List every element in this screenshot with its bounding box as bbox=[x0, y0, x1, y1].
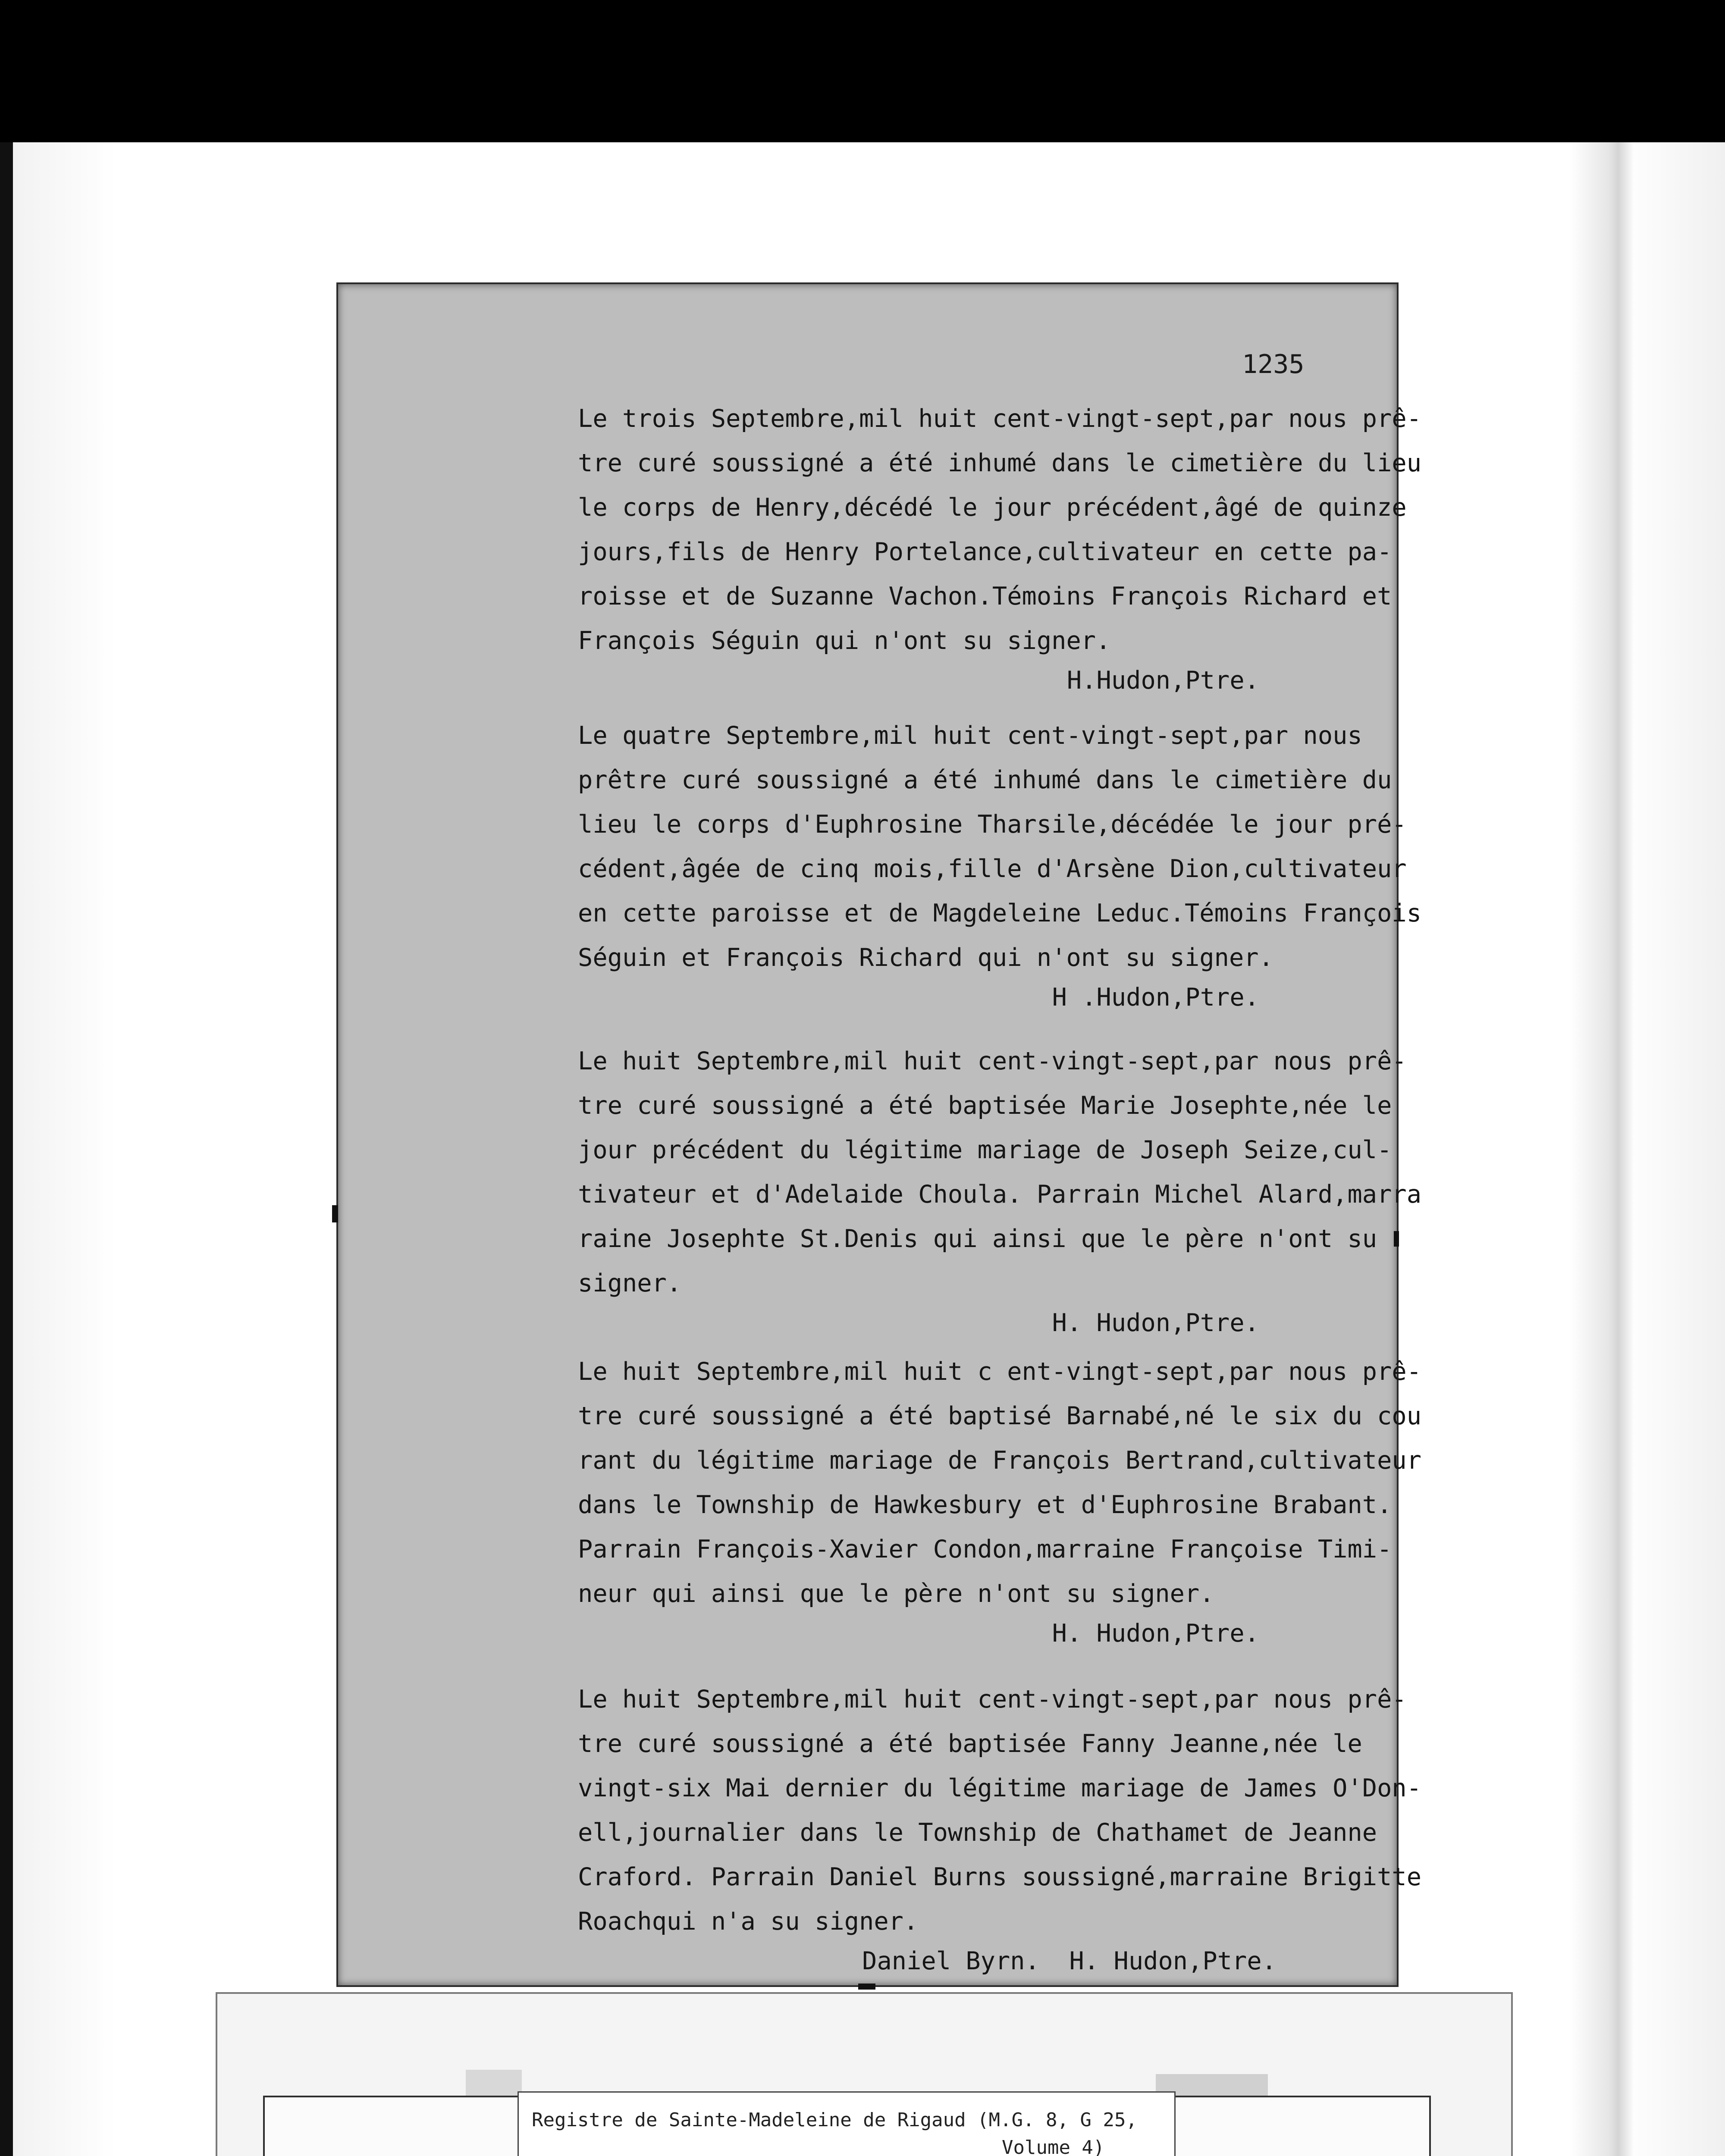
register-entry bbox=[578, 1350, 1422, 1651]
entry-line: signer. bbox=[578, 1269, 682, 1297]
entry-line: jour précédent du légitime mariage de Joseph Seize,cul- bbox=[578, 1136, 1392, 1164]
scan-left-border bbox=[0, 142, 13, 2156]
entry-line: prêtre curé soussigné a été inhumé dans le cimetière du bbox=[578, 766, 1392, 794]
entry-line: Séguin et François Richard qui n'ont su signer. bbox=[578, 943, 1273, 972]
entry-line: tre curé soussigné a été baptisée Fanny Jeanne,née le bbox=[578, 1730, 1362, 1758]
page-number: 1235 bbox=[1242, 349, 1305, 379]
entry-line: Le huit Septembre,mil huit cent-vingt-sept,par nous prê- bbox=[578, 1047, 1407, 1075]
entry-line: Craford. Parrain Daniel Burns soussigné,marraine Brigitte bbox=[578, 1863, 1422, 1891]
entry-line: Le huit Septembre,mil huit cent-vingt-sept,par nous prê- bbox=[578, 1685, 1407, 1714]
signatures-line: Daniel Byrn. H. Hudon,Ptre. bbox=[862, 1947, 1276, 1975]
entry-line: dans le Township de Hawkesbury et d'Euphrosine Brabant. bbox=[578, 1491, 1392, 1519]
scan-top-border bbox=[0, 0, 1725, 142]
entry-line: tre curé soussigné a été inhumé dans le cimetière du lieu bbox=[578, 449, 1422, 477]
entry-line: lieu le corps d'Euphrosine Tharsile,décédée le jour pré- bbox=[578, 810, 1407, 839]
entry-line: Le trois Septembre,mil huit cent-vingt-sept,par nous prê- bbox=[578, 404, 1422, 433]
entry-line: François Séguin qui n'ont su signer. bbox=[578, 627, 1111, 655]
entry-line: tre curé soussigné a été baptisée Marie Josephte,née le bbox=[578, 1091, 1392, 1120]
reference-line: Registre de Sainte-Madeleine de Rigaud (M.G. 8, G 25, bbox=[532, 2109, 1137, 2131]
reference-line: Volume 4) bbox=[1002, 2137, 1105, 2156]
page-curl-shadow bbox=[1570, 142, 1634, 2156]
register-entry bbox=[578, 397, 1422, 698]
reference-label bbox=[518, 2091, 1176, 2156]
priest-signature: H. Hudon,Ptre. bbox=[1052, 1619, 1259, 1648]
entry-line: tivateur et d'Adelaide Choula. Parrain Michel Alard,marra bbox=[578, 1180, 1422, 1209]
registration-mark-right bbox=[1394, 1231, 1399, 1247]
register-entry bbox=[578, 714, 1422, 1015]
entry-line: le corps de Henry,décédé le jour précédent,âgé de quinze bbox=[578, 493, 1407, 522]
entry-line: rant du légitime mariage de François Bertrand,cultivateur bbox=[578, 1446, 1422, 1475]
registration-mark-left bbox=[332, 1205, 338, 1222]
entry-line: tre curé soussigné a été baptisé Barnabé,né le six du cou bbox=[578, 1402, 1422, 1430]
entry-line: jours,fils de Henry Portelance,cultivateur en cette pa- bbox=[578, 538, 1392, 566]
entry-line: roisse et de Suzanne Vachon.Témoins François Richard et bbox=[578, 582, 1392, 611]
entry-line: neur qui ainsi que le père n'ont su signer. bbox=[578, 1579, 1214, 1608]
entry-line: Le huit Septembre,mil huit c ent-vingt-sept,par nous prê- bbox=[578, 1357, 1422, 1386]
entry-line: ell,journalier dans le Township de Chathamet de Jeanne bbox=[578, 1818, 1377, 1847]
entry-line: Parrain François-Xavier Condon,marraine Françoise Timi- bbox=[578, 1535, 1392, 1564]
entry-line: Le quatre Septembre,mil huit cent-vingt-sept,par nous bbox=[578, 721, 1362, 750]
register-entry bbox=[578, 1677, 1422, 1978]
registration-mark-bottom bbox=[858, 1984, 875, 1990]
entry-line: en cette paroisse et de Magdeleine Leduc.Témoins François bbox=[578, 899, 1422, 928]
entry-line: Roachqui n'a su signer. bbox=[578, 1907, 919, 1936]
priest-signature: H.Hudon,Ptre. bbox=[1066, 666, 1259, 695]
entry-line: raine Josephte St.Denis qui ainsi que le père n'ont su bbox=[578, 1225, 1377, 1253]
priest-signature: H .Hudon,Ptre. bbox=[1052, 983, 1259, 1012]
entry-line: vingt-six Mai dernier du légitime mariage de James O'Don- bbox=[578, 1774, 1422, 1802]
priest-signature: H. Hudon,Ptre. bbox=[1052, 1309, 1259, 1337]
entry-line: cédent,âgée de cinq mois,fille d'Arsène Dion,cultivateur bbox=[578, 855, 1407, 883]
register-entry bbox=[578, 1039, 1422, 1340]
